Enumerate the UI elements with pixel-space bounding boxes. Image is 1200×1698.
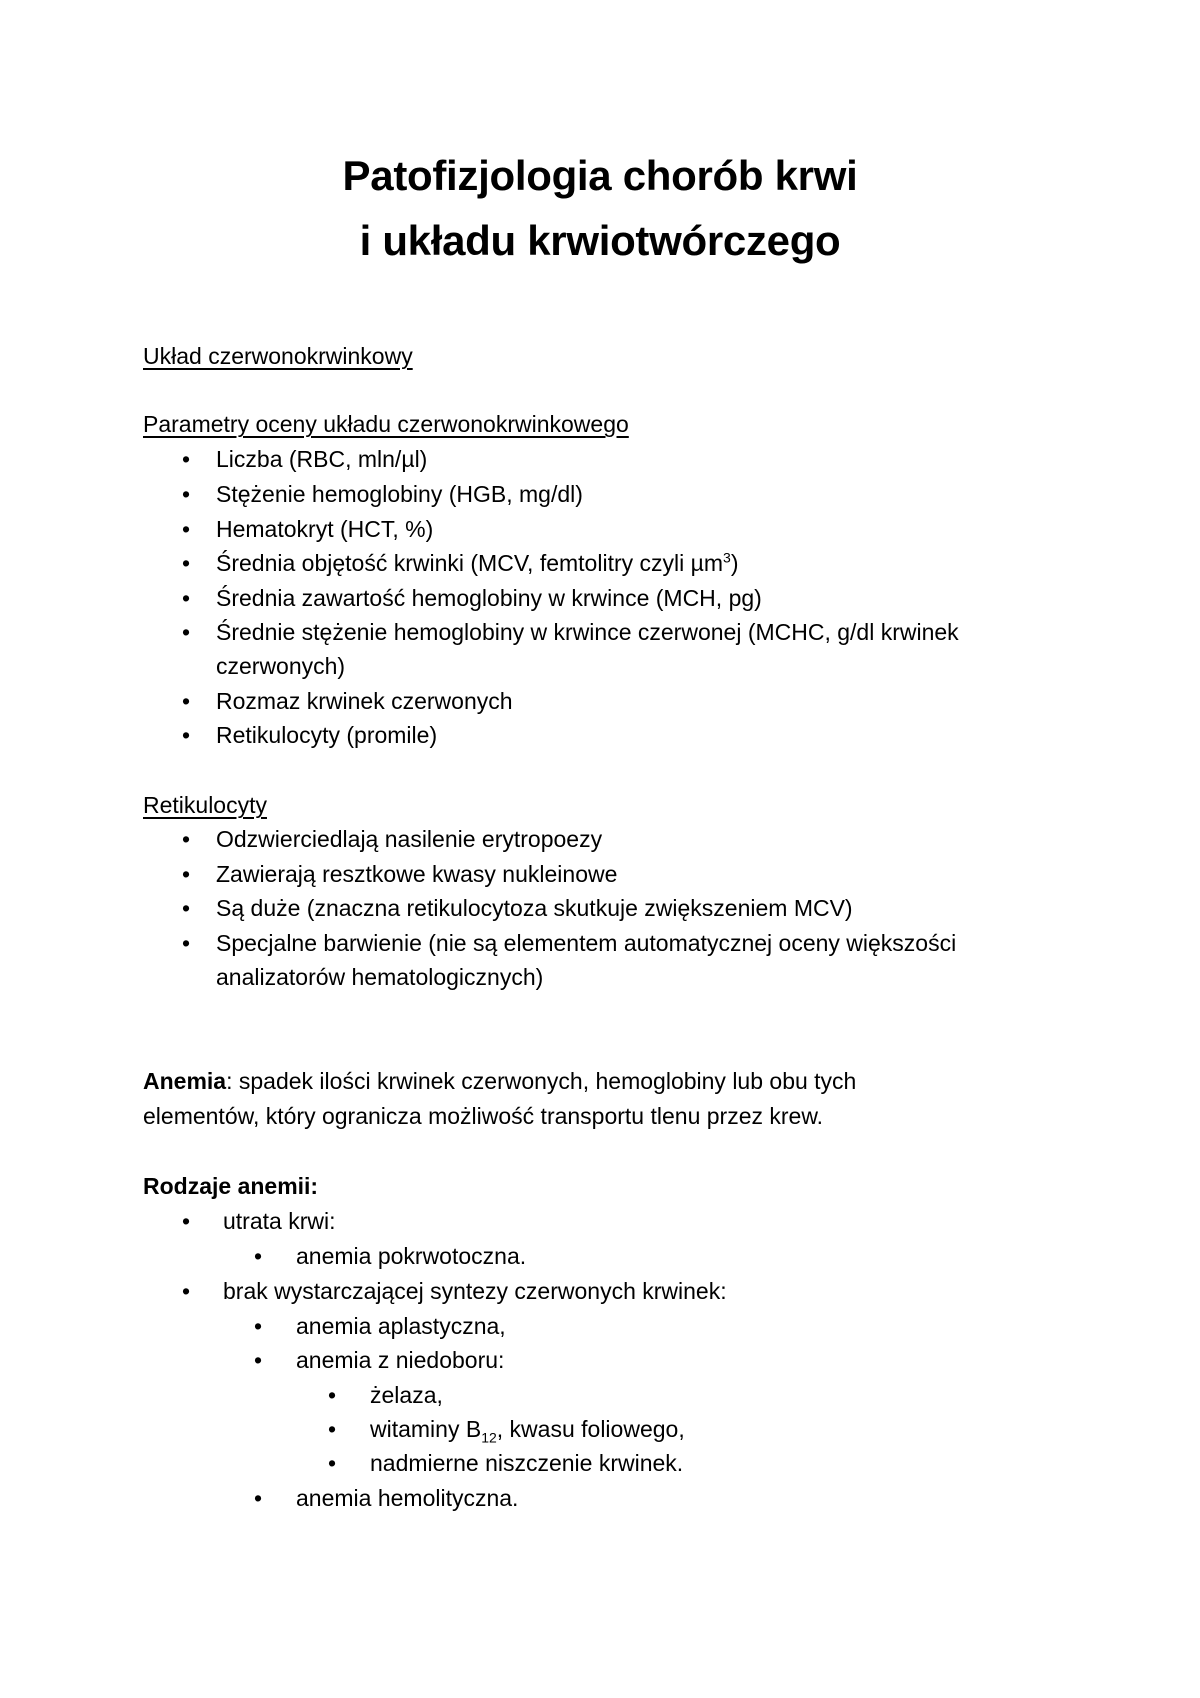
- list-item: Średnia zawartość hemoglobiny w krwince (MCH, pg): [216, 585, 762, 611]
- cube-superscript: 3: [723, 549, 731, 566]
- bullet-icon: •: [182, 516, 191, 542]
- list-item: Rozmaz krwinek czerwonych: [216, 688, 513, 714]
- bullet-icon: •: [182, 1208, 191, 1234]
- list-item: Retikulocyty (promile): [216, 722, 438, 748]
- anemia-definition-line-1: [143, 1070, 856, 1093]
- list-item: Średnie stężenie hemoglobiny w krwince czerwonej (MCHC, g/dl krwinek: [216, 619, 959, 645]
- bullet-icon: •: [182, 895, 191, 921]
- list-item: brak wystarczającej syntezy czerwonych krwinek:: [223, 1278, 727, 1304]
- list-item: Są duże (znaczna retikulocytoza skutkuje zwiększeniem MCV): [216, 895, 853, 921]
- bullet-icon: •: [182, 861, 191, 887]
- parameters-heading: Parametry oceny układu czerwonokrwinkowego: [143, 411, 629, 437]
- list-item: anemia aplastyczna,: [296, 1313, 506, 1339]
- bullet-icon: •: [254, 1313, 263, 1339]
- reticulocytes-heading: Retikulocyty: [143, 792, 267, 818]
- types-heading: Rodzaje anemii:: [143, 1173, 319, 1199]
- bullet-icon: •: [182, 930, 191, 956]
- title-line-1: Patofizjologia chorób krwi: [342, 152, 858, 199]
- anemia-definition-line-2: elementów, który ogranicza możliwość transportu tlenu przez krew.: [143, 1103, 824, 1129]
- bullet-icon: •: [328, 1416, 337, 1442]
- bullet-icon: •: [182, 826, 191, 852]
- section-heading: Układ czerwonokrwinkowy: [143, 343, 413, 369]
- list-item: Zawierają resztkowe kwasy nukleinowe: [216, 861, 618, 887]
- bullet-icon: •: [328, 1382, 337, 1408]
- anemia-term: Anemia: [143, 1068, 227, 1094]
- list-item: Odzwierciedlają nasilenie erytropoezy: [216, 826, 603, 852]
- list-item: anemia pokrwotoczna.: [296, 1243, 527, 1269]
- bullet-icon: •: [182, 446, 191, 472]
- bullet-icon: •: [182, 550, 191, 576]
- mcv-close: ): [730, 550, 739, 576]
- vitamin-suffix: , kwasu foliowego,: [496, 1416, 685, 1442]
- list-item: anemia z niedoboru:: [296, 1347, 505, 1373]
- bullet-icon: •: [254, 1347, 263, 1373]
- list-item: [370, 1416, 685, 1446]
- bullet-icon: •: [182, 722, 191, 748]
- list-item: utrata krwi:: [223, 1208, 336, 1234]
- title-line-2: i układu krwiotwórczego: [359, 217, 841, 264]
- bullet-icon: •: [254, 1485, 263, 1511]
- list-item: anemia hemolityczna.: [296, 1485, 519, 1511]
- list-item-continuation: czerwonych): [216, 653, 346, 679]
- list-item: [216, 549, 739, 576]
- list-item: Stężenie hemoglobiny (HGB, mg/dl): [216, 481, 583, 507]
- bullet-icon: •: [182, 585, 191, 611]
- mcv-text: Średnia objętość krwinki (MCV, femtolitry czyli µm: [216, 550, 724, 576]
- bullet-icon: •: [182, 688, 191, 714]
- bullet-icon: •: [182, 481, 191, 507]
- list-item: Hematokryt (HCT, %): [216, 516, 434, 542]
- list-item: żelaza,: [370, 1382, 443, 1408]
- vitamin-subscript: 12: [481, 1429, 497, 1446]
- vitamin-text: witaminy B: [370, 1416, 482, 1442]
- list-item-continuation: analizatorów hematologicznych): [216, 964, 544, 990]
- bullet-icon: •: [328, 1450, 337, 1476]
- list-item: Specjalne barwienie (nie są elementem automatycznej oceny większości: [216, 930, 957, 956]
- list-item: nadmierne niszczenie krwinek.: [370, 1450, 684, 1476]
- bullet-icon: •: [254, 1243, 263, 1269]
- list-item: Liczba (RBC, mln/µl): [216, 446, 428, 472]
- bullet-icon: •: [182, 619, 191, 645]
- bullet-icon: •: [182, 1278, 191, 1304]
- anemia-definition: : spadek ilości krwinek czerwonych, hemoglobiny lub obu tych: [226, 1068, 857, 1094]
